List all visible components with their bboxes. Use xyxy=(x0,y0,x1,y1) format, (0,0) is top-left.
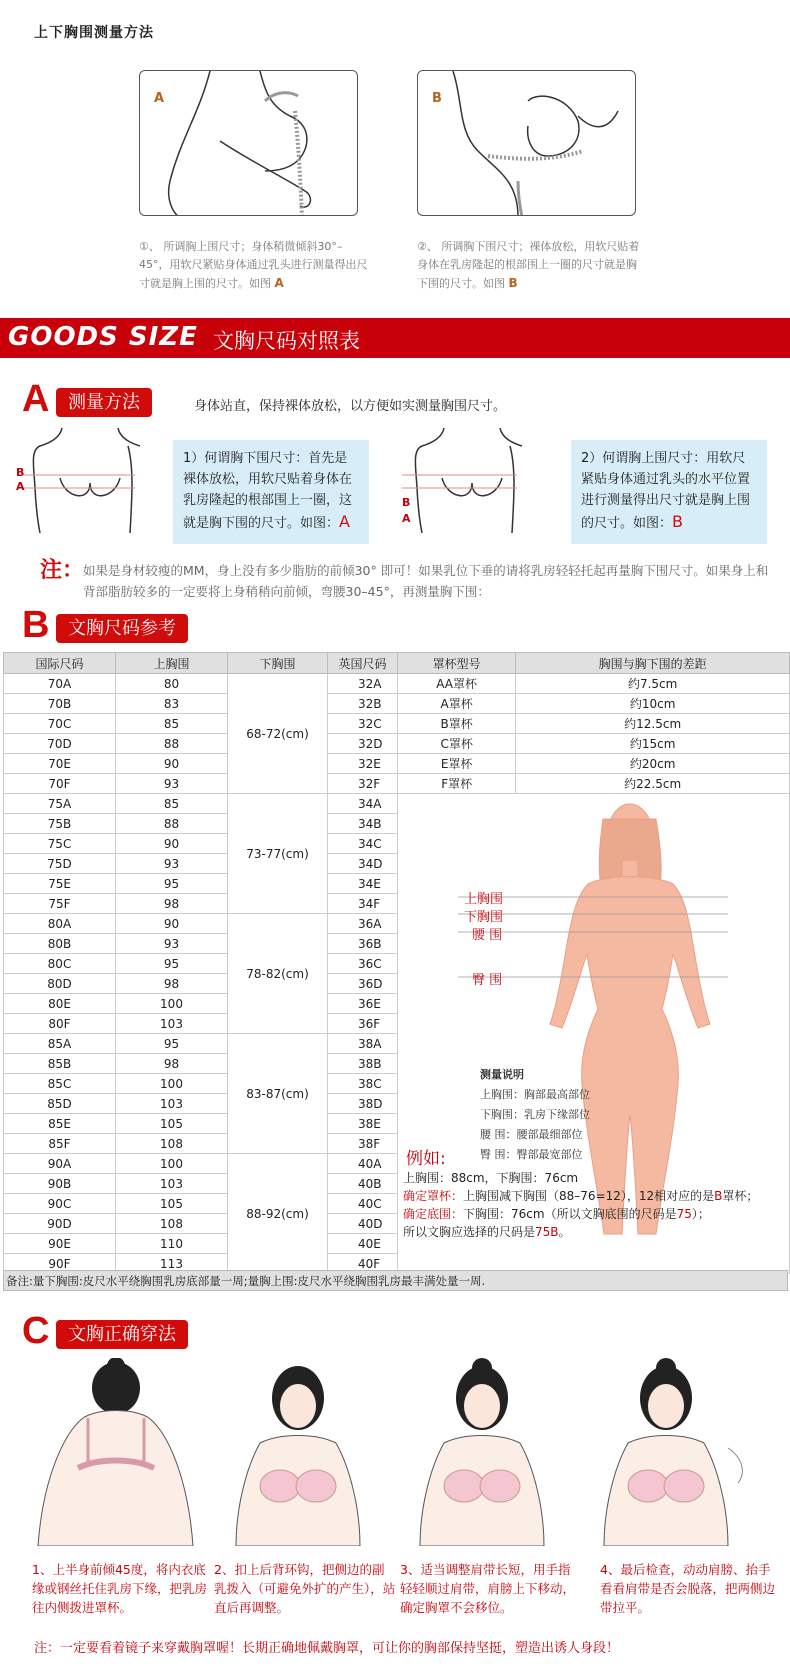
example-title: 例如: xyxy=(406,1149,446,1169)
underbust-range-cell: 88-92(cm) xyxy=(228,1154,328,1274)
bubble-underbust: 1）何谓胸下围尺寸：首先是裸体放松，用软尺贴着身体在乳房隆起的根部围上一圈，这就是胸下围的尺寸。如图：A xyxy=(173,440,369,544)
table-cell: 34F xyxy=(328,894,398,914)
table-cell: 40F xyxy=(328,1254,398,1274)
table-cell: 80 xyxy=(116,674,228,694)
table-cell: 85 xyxy=(116,794,228,814)
wear-step-1-illustration xyxy=(28,1358,204,1546)
figure-tag-a: A xyxy=(154,91,165,106)
section-a-intro: 身体站直，保持裸体放松，以方便如实测量胸围尺寸。 xyxy=(194,399,507,414)
table-cell: 100 xyxy=(116,1154,228,1174)
table-cell: 85B xyxy=(4,1054,116,1074)
table-cell: 103 xyxy=(116,1014,228,1034)
table-cell: 90F xyxy=(4,1254,116,1274)
table-cell: 85C xyxy=(4,1074,116,1094)
table-cell: 70B xyxy=(4,694,116,714)
example-line-1: 上胸围：88cm，下胸围：76cm xyxy=(403,1171,579,1185)
table-cell: 34B xyxy=(328,814,398,834)
figure-tag-b: B xyxy=(432,91,442,106)
section-letter-b: B xyxy=(22,604,50,646)
table-cell: 32C xyxy=(328,714,398,734)
example-line-2: 确定罩杯：上胸围减下胸围（88–76=12），12相对应的是B罩杯； xyxy=(403,1189,759,1203)
table-cell: 85 xyxy=(116,714,228,734)
table-cell: 36E xyxy=(328,994,398,1014)
table-cell: 93 xyxy=(116,854,228,874)
size-table xyxy=(3,652,790,1274)
table-row xyxy=(4,774,790,794)
col-header-intl-size: 国际尺码 xyxy=(4,653,116,674)
col-header-uk-size: 英国尺码 xyxy=(328,653,398,674)
wear-step-2-caption: 2、扣上后背环钩，把侧边的副乳拨入（可避免外扩的产生），站直后再调整。 xyxy=(214,1562,396,1615)
col-header-diff: 胸围与胸下围的差距 xyxy=(516,653,790,674)
table-cell: 75D xyxy=(4,854,116,874)
table-row xyxy=(4,754,790,774)
table-cell: 70D xyxy=(4,734,116,754)
table-row xyxy=(4,794,790,814)
measure-desc-b: ②、 所调胸下围尺寸；裸体放松，用软尺贴着身体在乳房隆起的根部围上一圈的尺寸就是胸下围的尺寸。如图 B xyxy=(417,240,640,290)
section-label-c: 文胸正确穿法 xyxy=(56,1320,188,1349)
measure-desc-a: ①、 所调胸上围尺寸；身体稍微倾斜30°–45°，用软尺紧贴身体通过乳头进行测量得出尺寸就是胸上围的尺寸。如图 A xyxy=(139,240,368,290)
legend-item: 臀 围：臀部最宽部位 xyxy=(480,1148,583,1161)
table-cell: 90B xyxy=(4,1174,116,1194)
table-cell: 95 xyxy=(116,874,228,894)
table-cell: 34C xyxy=(328,834,398,854)
mark-b-left: B xyxy=(16,466,25,479)
table-cell: 75B xyxy=(4,814,116,834)
table-cell: 75F xyxy=(4,894,116,914)
table-cell: 36A xyxy=(328,914,398,934)
table-cell: 103 xyxy=(116,1174,228,1194)
wear-step-4-illustration xyxy=(578,1358,754,1546)
table-cell: 32E xyxy=(328,754,398,774)
table-cell: 105 xyxy=(116,1114,228,1134)
goods-size-banner xyxy=(0,318,790,358)
col-header-overbust: 上胸围 xyxy=(116,653,228,674)
figure-label-underbust: 下胸围 xyxy=(464,910,504,925)
col-header-underbust: 下胸围 xyxy=(228,653,328,674)
table-cell: 80B xyxy=(4,934,116,954)
table-cell: 36C xyxy=(328,954,398,974)
table-cell: 75E xyxy=(4,874,116,894)
table-row xyxy=(4,694,790,714)
figure-label-hip: 臀 围 xyxy=(472,973,503,988)
table-cell: 88 xyxy=(116,734,228,754)
table-cell: 约12.5cm xyxy=(516,714,790,734)
col-header-cup: 罩杯型号 xyxy=(398,653,516,674)
table-cell: 80C xyxy=(4,954,116,974)
table-cell: 约7.5cm xyxy=(516,674,790,694)
table-cell: 34D xyxy=(328,854,398,874)
figure-label-waist: 腰 围 xyxy=(472,928,503,943)
table-cell: C罩杯 xyxy=(398,734,516,754)
table-cell: 85A xyxy=(4,1034,116,1054)
table-row xyxy=(4,714,790,734)
table-cell: 90 xyxy=(116,754,228,774)
wear-step-3-illustration xyxy=(394,1358,570,1546)
table-cell: 108 xyxy=(116,1214,228,1234)
table-cell: 约10cm xyxy=(516,694,790,714)
banner-english-title: GOODS SIZE xyxy=(8,322,198,352)
table-cell: 90 xyxy=(116,834,228,854)
torso-sketch-right xyxy=(402,428,522,533)
wear-step-3-caption: 3、适当调整肩带长短，用手指轻轻顺过肩带，肩膀上下移动，确定胸罩不会移位。 xyxy=(400,1562,576,1615)
section-label-a: 测量方法 xyxy=(56,388,152,417)
table-cell: 93 xyxy=(116,934,228,954)
example-line-4: 所以文胸应选择的尺码是75B。 xyxy=(403,1225,571,1239)
table-cell: 32D xyxy=(328,734,398,754)
table-footnote: 备注:量下胸围:皮尺水平绕胸围乳房底部量一周;量胸上围:皮尺水平绕胸围乳房最丰满处量一周. xyxy=(3,1270,788,1291)
table-cell: E罩杯 xyxy=(398,754,516,774)
table-cell: 38D xyxy=(328,1094,398,1114)
table-cell: 85D xyxy=(4,1094,116,1114)
mark-a-left: A xyxy=(16,480,25,493)
table-cell: 88 xyxy=(116,814,228,834)
table-cell: 100 xyxy=(116,994,228,1014)
legend-item: 腰 围：腰部最细部位 xyxy=(480,1128,583,1141)
table-cell: 80F xyxy=(4,1014,116,1034)
table-cell: 108 xyxy=(116,1134,228,1154)
table-cell: 98 xyxy=(116,894,228,914)
table-cell: 95 xyxy=(116,954,228,974)
table-cell: 90C xyxy=(4,1194,116,1214)
table-cell: 38B xyxy=(328,1054,398,1074)
section-label-b: 文胸尺码参考 xyxy=(56,614,188,643)
table-cell: 80E xyxy=(4,994,116,1014)
table-cell: 90E xyxy=(4,1234,116,1254)
table-cell: 85F xyxy=(4,1134,116,1154)
table-cell: 40B xyxy=(328,1174,398,1194)
legend-item: 下胸围：乳房下缘部位 xyxy=(480,1108,590,1121)
wear-step-2-illustration xyxy=(210,1358,386,1546)
torso-sketch-left xyxy=(20,428,140,533)
table-cell: 90D xyxy=(4,1214,116,1234)
example-line-3: 确定底围：下胸围：76cm（所以文胸底围的尺码是75）； xyxy=(403,1207,710,1221)
underbust-range-cell: 83-87(cm) xyxy=(228,1034,328,1154)
legend-item: 上胸围：胸部最高部位 xyxy=(480,1088,590,1101)
table-header-row xyxy=(4,653,790,674)
table-cell: 32F xyxy=(328,774,398,794)
legend-title: 测量说明 xyxy=(480,1068,524,1081)
table-cell: 70A xyxy=(4,674,116,694)
body-figure-panel xyxy=(398,794,789,1254)
underbust-range-cell: 73-77(cm) xyxy=(228,794,328,914)
table-cell: AA罩杯 xyxy=(398,674,516,694)
table-cell: 70C xyxy=(4,714,116,734)
table-cell: 34A xyxy=(328,794,398,814)
table-cell: 90 xyxy=(116,914,228,934)
table-cell: 36B xyxy=(328,934,398,954)
section-letter-a: A xyxy=(22,378,50,420)
wear-step-1-caption: 1、上半身前倾45度，将内衣底缘或钢丝托住乳房下缘，把乳房往内侧拨进罩杯。 xyxy=(32,1562,208,1615)
table-cell: 93 xyxy=(116,774,228,794)
table-cell: 80A xyxy=(4,914,116,934)
underbust-range-cell: 68-72(cm) xyxy=(228,674,328,794)
table-cell: 40A xyxy=(328,1154,398,1174)
measure-method-title: 上下胸围测量方法 xyxy=(34,25,154,41)
table-cell: 75A xyxy=(4,794,116,814)
table-cell: 75C xyxy=(4,834,116,854)
table-cell: 38A xyxy=(328,1034,398,1054)
table-cell: 85E xyxy=(4,1114,116,1134)
table-cell: 32A xyxy=(328,674,398,694)
section-letter-c: C xyxy=(22,1310,50,1352)
table-cell: 70E xyxy=(4,754,116,774)
table-cell: 约20cm xyxy=(516,754,790,774)
banner-chinese-title: 文胸尺码对照表 xyxy=(213,329,360,353)
front-body-sketch-b xyxy=(418,71,636,216)
note-mark: 注： xyxy=(40,558,85,583)
figure-cell xyxy=(398,794,790,1274)
table-cell: 36F xyxy=(328,1014,398,1034)
table-cell: 38F xyxy=(328,1134,398,1154)
table-cell: 103 xyxy=(116,1094,228,1114)
table-cell: 34E xyxy=(328,874,398,894)
table-cell: 110 xyxy=(116,1234,228,1254)
measure-note: 注： 如果是身材较瘦的MM，身上没有多少脂肪的前倾30° 即可！如果乳位下垂的请将乳房轻轻托起再量胸下围尺寸。如果身上和背部脂肪较多的一定要将上身稍稍向前倾，弯腰30–45°，再测量胸下围： xyxy=(40,558,769,599)
table-row xyxy=(4,674,790,694)
table-cell: 40C xyxy=(328,1194,398,1214)
table-cell: 约15cm xyxy=(516,734,790,754)
table-cell: 113 xyxy=(116,1254,228,1274)
table-cell: 40E xyxy=(328,1234,398,1254)
underbust-range-cell: 78-82(cm) xyxy=(228,914,328,1034)
measure-figure-b xyxy=(417,70,636,216)
table-cell: 83 xyxy=(116,694,228,714)
table-cell: 90A xyxy=(4,1154,116,1174)
table-cell: 40D xyxy=(328,1214,398,1234)
table-cell: F罩杯 xyxy=(398,774,516,794)
table-row xyxy=(4,734,790,754)
mark-a-right: A xyxy=(402,512,411,525)
table-cell: 98 xyxy=(116,974,228,994)
table-cell: 70F xyxy=(4,774,116,794)
footer-note: 注：一定要看着镜子来穿戴胸罩喔！长期正确地佩戴胸罩，可让你的胸部保持坚挺，塑造出诱人身段！ xyxy=(34,1641,620,1656)
table-cell: 98 xyxy=(116,1054,228,1074)
table-cell: 105 xyxy=(116,1194,228,1214)
side-body-sketch-a xyxy=(140,71,358,216)
table-cell: 38E xyxy=(328,1114,398,1134)
table-cell: 100 xyxy=(116,1074,228,1094)
table-cell: 80D xyxy=(4,974,116,994)
table-cell: 36D xyxy=(328,974,398,994)
measure-figure-a xyxy=(139,70,358,216)
table-cell: B罩杯 xyxy=(398,714,516,734)
bubble-overbust: 2）何谓胸上围尺寸：用软尺紧贴身体通过乳头的水平位置进行测量得出尺寸就是胸上围的尺寸。如图：B xyxy=(571,440,767,544)
mark-b-right: B xyxy=(402,496,411,509)
table-cell: 95 xyxy=(116,1034,228,1054)
table-cell: A罩杯 xyxy=(398,694,516,714)
wear-step-4-caption: 4、最后检查，动动肩膀、抬手看看肩带是否会脱落，把两侧边带拉平。 xyxy=(600,1562,776,1615)
table-cell: 32B xyxy=(328,694,398,714)
figure-label-overbust: 上胸围 xyxy=(464,892,504,907)
table-cell: 38C xyxy=(328,1074,398,1094)
table-cell: 约22.5cm xyxy=(516,774,790,794)
